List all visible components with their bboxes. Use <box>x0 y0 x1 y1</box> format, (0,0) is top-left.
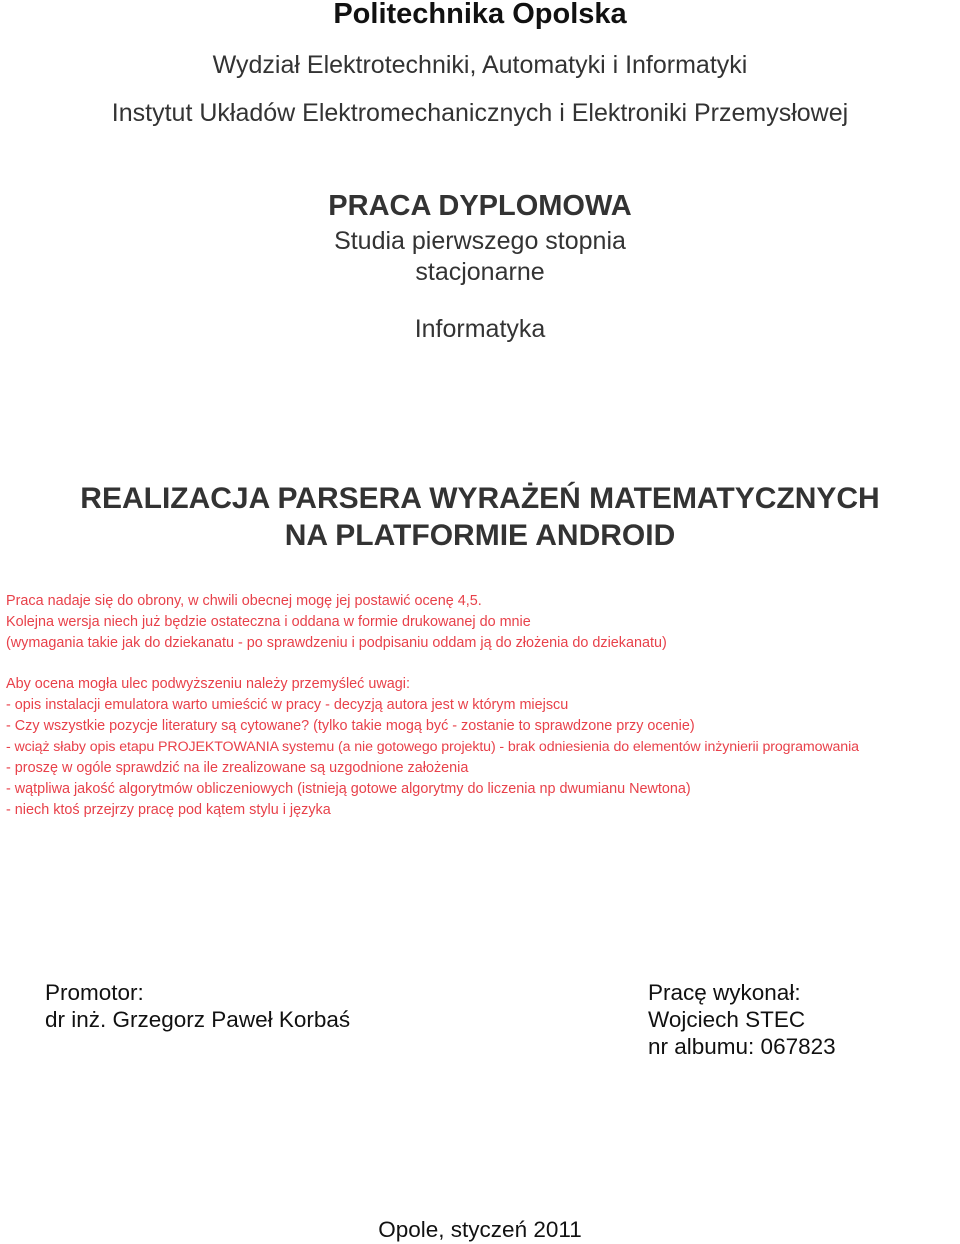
faculty-name: Wydział Elektrotechniki, Automatyki i Informatyki <box>212 51 748 79</box>
review-note-line: (wymagania takie jak do dziekanatu - po sprawdzeniu i podpisaniu oddam ją do złożenia do dziekanatu) <box>6 635 667 651</box>
author-album-number: nr albumu: 067823 <box>648 1034 836 1059</box>
study-mode: stacjonarne <box>415 258 545 286</box>
author-label: Pracę wykonał: <box>648 980 801 1005</box>
review-remark: - wciąż słaby opis etapu PROJEKTOWANIA systemu (a nie gotowego projektu) - brak odniesienia do elementów inżynierii programowania <box>6 739 859 755</box>
review-remark: - opis instalacji emulatora warto umieścić w pracy - decyzją autora jest w którym miejscu <box>6 697 569 713</box>
thesis-title-line-1: REALIZACJA PARSERA WYRAŻEŃ MATEMATYCZNYCH <box>80 482 880 515</box>
thesis-type: PRACA DYPLOMOWA <box>328 190 632 222</box>
review-remark: - proszę w ogóle sprawdzić na ile zrealizowane są uzgodnione założenia <box>6 760 469 776</box>
thesis-title-line-2: NA PLATFORMIE ANDROID <box>284 519 676 552</box>
study-level: Studia pierwszego stopnia <box>334 227 626 255</box>
review-remark: - wątpliwa jakość algorytmów obliczeniowych (istnieją gotowe algorytmy do liczenia np dwumianu Newtona) <box>6 781 691 797</box>
author-name: Wojciech STEC <box>648 1007 806 1032</box>
institute-name: Instytut Układów Elektromechanicznych i Elektroniki Przemysłowej <box>111 99 849 127</box>
review-remarks-heading: Aby ocena mogła ulec podwyższeniu należy przemyśleć uwagi: <box>6 676 410 692</box>
supervisor-name: dr inż. Grzegorz Paweł Korbaś <box>45 1007 351 1032</box>
review-note-line: Kolejna wersja niech już będzie ostateczna i oddana w formie drukowanej do mnie <box>6 614 531 630</box>
review-remark: - niech ktoś przejrzy pracę pod kątem stylu i języka <box>6 802 331 818</box>
supervisor-label: Promotor: <box>45 980 144 1005</box>
field-of-study: Informatyka <box>414 315 546 343</box>
review-remark: - Czy wszystkie pozycje literatury są cytowane? (tylko takie mogą być - zostanie to sprawdzone przy ocenie) <box>6 718 695 734</box>
review-note-line: Praca nadaje się do obrony, w chwili obecnej mogę jej postawić ocenę 4,5. <box>6 593 482 609</box>
university-name: Politechnika Opolska <box>333 0 627 30</box>
place-and-date: Opole, styczeń 2011 <box>378 1217 582 1242</box>
